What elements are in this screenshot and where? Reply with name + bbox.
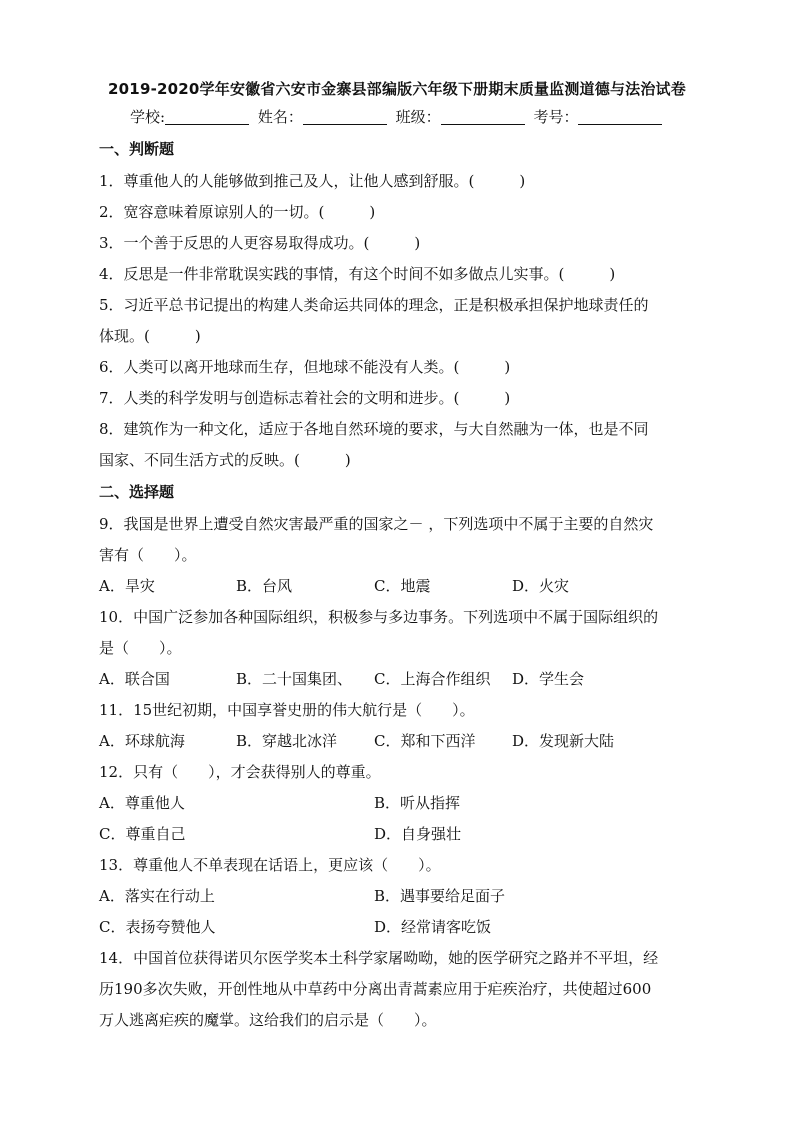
- question-line: 13．尊重他人不单表现在话语上，更应该（ ）。: [99, 856, 441, 874]
- option-b[interactable]: B．二十国集团、: [236, 670, 353, 688]
- option-b[interactable]: B．穿越北冰洋: [236, 732, 338, 750]
- school-label: 学校:: [130, 108, 166, 126]
- option-b[interactable]: B．遇事要给足面子: [374, 887, 506, 905]
- question-line: 1．尊重他人的人能够做到推己及人，让他人感到舒服。( ): [99, 172, 526, 190]
- question-line: 14．中国首位获得诺贝尔医学奖本土科学家屠呦呦，她的医学研究之路并不平坦，经: [99, 949, 659, 967]
- question-line: 体现。( ): [99, 327, 201, 345]
- question-line: 11．15世纪初期，中国享誉史册的伟大航行是（ ）。: [99, 701, 475, 719]
- question-line: 害有（ ）。: [99, 546, 197, 564]
- name-blank[interactable]: [303, 108, 387, 125]
- option-d[interactable]: D．学生会: [512, 670, 585, 688]
- question-line: 12．只有（ ），才会获得别人的尊重。: [99, 763, 381, 781]
- question-line: 万人逃离疟疾的魔掌。这给我们的启示是（ ）。: [99, 1011, 437, 1029]
- option-d[interactable]: D．发现新大陆: [512, 732, 615, 750]
- option-d[interactable]: D．火灾: [512, 577, 570, 595]
- question-line: 是（ ）。: [99, 639, 182, 657]
- option-d[interactable]: D．经常请客吃饭: [374, 918, 492, 936]
- question-line: 4．反思是一件非常耽误实践的事情，有这个时间不如多做点儿实事。( ): [99, 265, 616, 283]
- question-line: 国家、不同生活方式的反映。( ): [99, 451, 351, 469]
- question-line: 历190多次失败，开创性地从中草药中分离出青蒿素应用于疟疾治疗，共使超过600: [99, 980, 652, 998]
- option-b[interactable]: B．听从指挥: [374, 794, 461, 812]
- section-choice-heading: 二、选择题: [99, 483, 175, 501]
- option-c[interactable]: C．郑和下西洋: [374, 732, 476, 750]
- name-label: 姓名：: [257, 108, 303, 126]
- option-a[interactable]: A．环球航海: [99, 732, 185, 750]
- option-a[interactable]: A．联合国: [99, 670, 170, 688]
- class-blank[interactable]: [441, 108, 525, 125]
- number-label: 考号：: [533, 108, 579, 126]
- option-a[interactable]: A．旱灾: [99, 577, 155, 595]
- option-c[interactable]: C．尊重自己: [99, 825, 186, 843]
- question-line: 7．人类的科学发明与创造标志着社会的文明和进步。( ): [99, 389, 511, 407]
- option-c[interactable]: C．上海合作组织: [374, 670, 491, 688]
- class-label: 班级：: [395, 108, 441, 126]
- question-line: 8．建筑作为一种文化，适应于各地自然环境的要求，与大自然融为一体，也是不同: [99, 420, 649, 438]
- option-a[interactable]: A．落实在行动上: [99, 887, 215, 905]
- question-line: 10．中国广泛参加各种国际组织，积极参与多边事务。下列选项中不属于国际组织的: [99, 608, 659, 626]
- section-judge-heading: 一、判断题: [99, 140, 175, 158]
- number-blank[interactable]: [578, 108, 662, 125]
- option-c[interactable]: C．表扬夸赞他人: [99, 918, 216, 936]
- option-a[interactable]: A．尊重他人: [99, 794, 185, 812]
- option-d[interactable]: D．自身强壮: [374, 825, 462, 843]
- question-line: 3．一个善于反思的人更容易取得成功。( ): [99, 234, 421, 252]
- question-line: 5．习近平总书记提出的构建人类命运共同体的理念，正是积极承担保护地球责任的: [99, 296, 649, 314]
- student-info-line: [130, 106, 666, 127]
- question-line: 9．我国是世界上遭受自然灾害最严重的国家之－ ，下列选项中不属于主要的自然灾: [99, 515, 654, 533]
- question-line: 2．宽容意味着原谅别人的一切。( ): [99, 203, 376, 221]
- option-b[interactable]: B．台风: [236, 577, 293, 595]
- exam-title: 2019-2020学年安徽省六安市金寨县部编版六年级下册期末质量监测道德与法治试卷: [108, 80, 686, 98]
- question-line: 6．人类可以离开地球而生存，但地球不能没有人类。( ): [99, 358, 511, 376]
- option-c[interactable]: C．地震: [374, 577, 431, 595]
- school-blank[interactable]: [165, 108, 249, 125]
